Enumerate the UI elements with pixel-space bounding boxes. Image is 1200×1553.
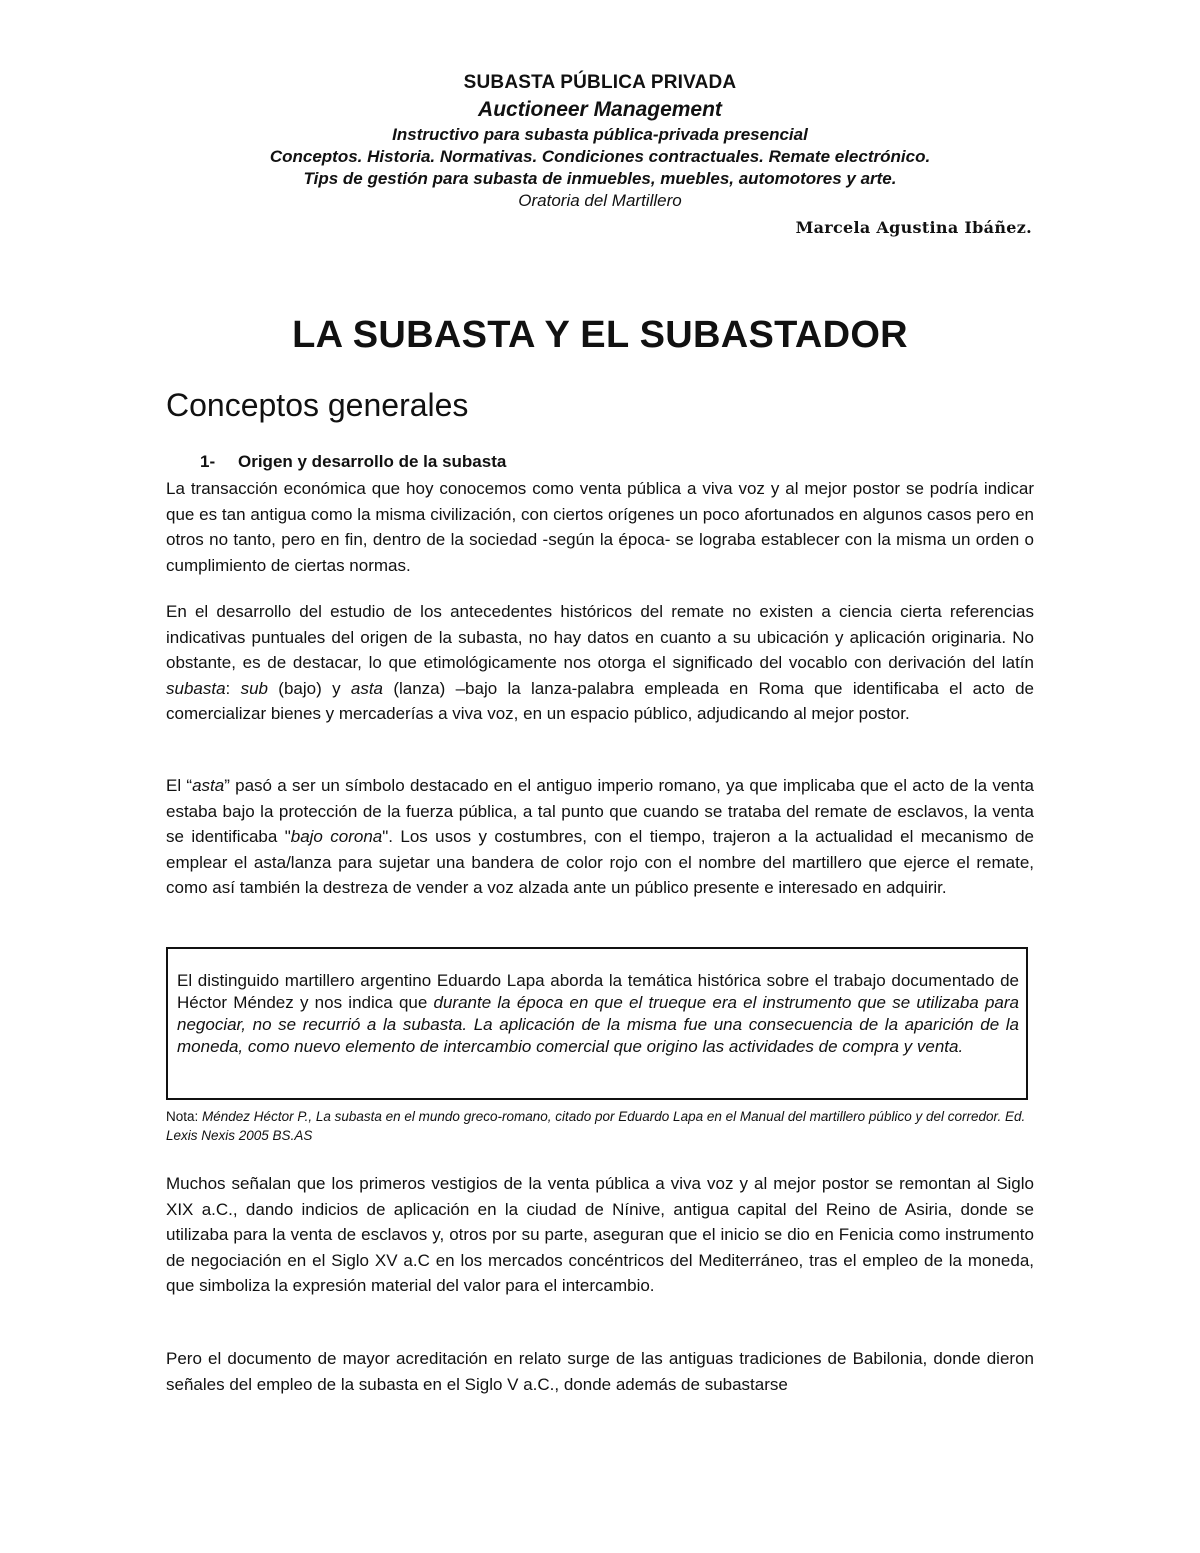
main-title: LA SUBASTA Y EL SUBASTADOR bbox=[292, 314, 908, 356]
paragraph-2-text-c: (bajo) y bbox=[268, 678, 351, 698]
paragraph-3-text-b: ” pasó a ser un símbolo destacado en el antiguo imperio romano, ya que implicaba que el acto de la venta estaba bajo la protección de la fuerza pública, a tal punto que cuando se trataba del remate de esclavos, la venta se identificaba " bbox=[166, 776, 1034, 846]
paragraph-3-text-a: El “ bbox=[166, 776, 193, 795]
quote-plain-text: El distinguido martillero argentino Eduardo Lapa aborda la temática histórica sobre el trabajo documentado de Héctor Méndez y nos indica que bbox=[177, 971, 1019, 1012]
paragraph-2-text-b: : bbox=[225, 678, 241, 698]
quote-italic-text: durante la época en que el trueque era el instrumento que se utilizaba para negociar, no se recurrió a la subasta. La aplicación de la misma fue una consecuencia de la aparición de la moneda, como nuevo elemento de intercambio comercial que origino las actividades de compra y venta. bbox=[177, 993, 1019, 1056]
quote-text bbox=[177, 970, 1019, 1058]
subsection-number: 1- bbox=[200, 452, 216, 471]
header-title: SUBASTA PÚBLICA PRIVADA bbox=[463, 72, 737, 93]
subsection-title: Origen y desarrollo de la subasta bbox=[238, 452, 507, 471]
footnote bbox=[166, 1107, 1034, 1145]
paragraph-4: Muchos señalan que los primeros vestigios de la venta pública a viva voz y al mejor postor se remontan al Siglo XIX a.C., dando indicios de aplicación en la ciudad de Nínive, antigua capital del Reino de Asiria, donde se utilizaba para la venta de esclavos y, otros por su parte, aseguran que el inicio se dio en Fenicia como instrumento de negociación en el Siglo XV a.C en los mercados concéntricos del Mediterráneo, tras el empleo de la moneda, que simboliza la expresión material del valor para el intercambio. bbox=[166, 1174, 1034, 1295]
header-line-3: Tips de gestión para subasta de inmuebles, muebles, automotores y arte. bbox=[303, 169, 897, 188]
paragraph-3-term-bajo-corona: bajo corona bbox=[290, 827, 383, 846]
header-line-1: Instructivo para subasta pública-privada presencial bbox=[392, 125, 808, 144]
paragraph-2 bbox=[166, 599, 1034, 727]
header-line-4: Oratoria del Martillero bbox=[518, 191, 682, 210]
document-header bbox=[166, 70, 1034, 212]
paragraph-3-text-c: ". Los usos y costumbres, con el tiempo, trajeron a la actualidad el mecanismo de emplear el asta/lanza para sujetar una bandera de color rojo con el nombre del martillero que ejerce el remate, como así también la destreza de vender a voz alzada ante un público presente e interesado en adquirir. bbox=[166, 827, 1034, 897]
paragraph-3-term-asta: asta bbox=[192, 776, 225, 795]
paragraph-5: Pero el documento de mayor acreditación en relato surge de las antiguas tradiciones de Babilonia, donde dieron señales del empleo de la subasta en el Siglo V a.C., donde además de subastarse bbox=[166, 1349, 1034, 1394]
footnote-label: Nota: bbox=[166, 1109, 203, 1124]
section-title: Conceptos generales bbox=[166, 387, 469, 423]
paragraph-2-term-subasta: subasta bbox=[166, 678, 226, 698]
header-subtitle: Auctioneer Management bbox=[478, 98, 722, 121]
author-name: Marcela Agustina Ibáñez. bbox=[795, 218, 1032, 237]
paragraph-2-term-asta: asta bbox=[350, 678, 384, 698]
header-line-2: Conceptos. Historia. Normativas. Condiciones contractuales. Remate electrónico. bbox=[269, 147, 931, 166]
subsection-heading bbox=[200, 450, 506, 474]
paragraph-2-text-d: (lanza) –bajo la lanza-palabra empleada en Roma que identificaba el acto de comercializar bienes y mercaderías a viva voz, en un espacio público, adjudicando al mejor postor. bbox=[166, 678, 1034, 723]
footnote-text: Méndez Héctor P., La subasta en el mundo greco-romano, citado por Eduardo Lapa en el Manual del martillero público y del corredor. Ed. Lexis Nexis 2005 BS.AS bbox=[166, 1109, 1026, 1143]
paragraph-2-text-a: En el desarrollo del estudio de los antecedentes históricos del remate no existen a ciencia cierta referencias indicativas puntuales del origen de la subasta, no hay datos en cuanto a su ubicación y aplicación originaria. No obstante, es de destacar, lo que etimológicamente nos otorga el significado del vocablo con derivación del latín bbox=[166, 602, 1034, 672]
paragraph-2-term-sub: sub bbox=[240, 678, 268, 698]
paragraph-3 bbox=[166, 773, 1034, 901]
paragraph-1: La transacción económica que hoy conocemos como venta pública a viva voz y al mejor postor se podría indicar que es tan antigua como la misma civilización, con ciertos orígenes un poco afortunados en algunos casos pero en otros no tanto, pero en fin, dentro de la sociedad -según la época- se lograba establecer con la misma un orden o cumplimiento de ciertas normas. bbox=[166, 479, 1034, 575]
